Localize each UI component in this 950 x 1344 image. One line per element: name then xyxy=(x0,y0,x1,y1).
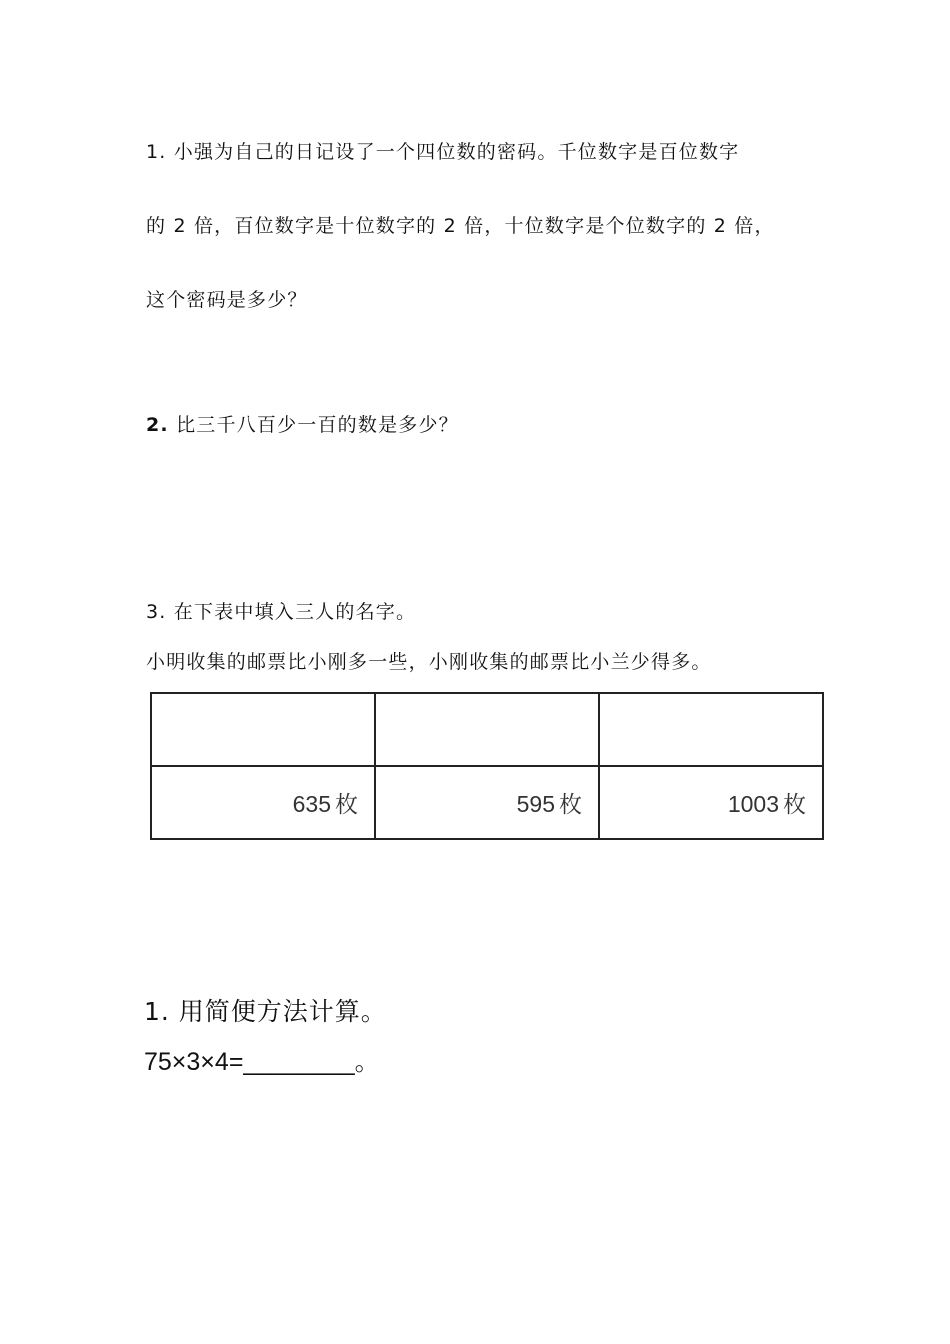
count-unit-2: 枚 xyxy=(559,792,582,818)
name-cell-3[interactable] xyxy=(599,693,823,766)
q2-text: 比三千八百少一百的数是多少？ xyxy=(168,414,459,436)
count-value-3: 1003 xyxy=(727,791,779,817)
count-cell-3 xyxy=(599,766,823,839)
stamp-table xyxy=(150,692,824,840)
count-row xyxy=(151,766,823,839)
count-unit-1: 枚 xyxy=(335,792,358,818)
formula-end: 。 xyxy=(354,1047,381,1076)
count-value-1: 635 xyxy=(292,791,331,817)
name-cell-2[interactable] xyxy=(375,693,599,766)
q3-title: 3. 在下表中填入三人的名字。 xyxy=(146,601,417,623)
q1-line-2: 的 2 倍，百位数字是十位数字的 2 倍，十位数字是个位数字的 2 倍， xyxy=(146,215,775,237)
q1-line-1: 1. 小强为自己的日记设了一个四位数的密码。千位数字是百位数字 xyxy=(146,141,740,163)
name-row xyxy=(151,693,823,766)
count-unit-3: 枚 xyxy=(783,792,806,818)
q2-number: 2. xyxy=(146,414,169,436)
count-cell-1 xyxy=(151,766,375,839)
name-cell-1[interactable] xyxy=(151,693,375,766)
q2-line xyxy=(146,413,459,437)
q3-hint: 小明收集的邮票比小刚多一些，小刚收集的邮票比小兰少得多。 xyxy=(146,651,712,673)
section2-title: 1. 用简便方法计算。 xyxy=(144,997,387,1026)
count-cell-2 xyxy=(375,766,599,839)
section2-formula-line xyxy=(144,1046,381,1078)
count-value-2: 595 xyxy=(516,791,555,817)
formula: 75×3×4=________ xyxy=(144,1048,355,1076)
q1-line-3: 这个密码是多少？ xyxy=(146,289,308,311)
